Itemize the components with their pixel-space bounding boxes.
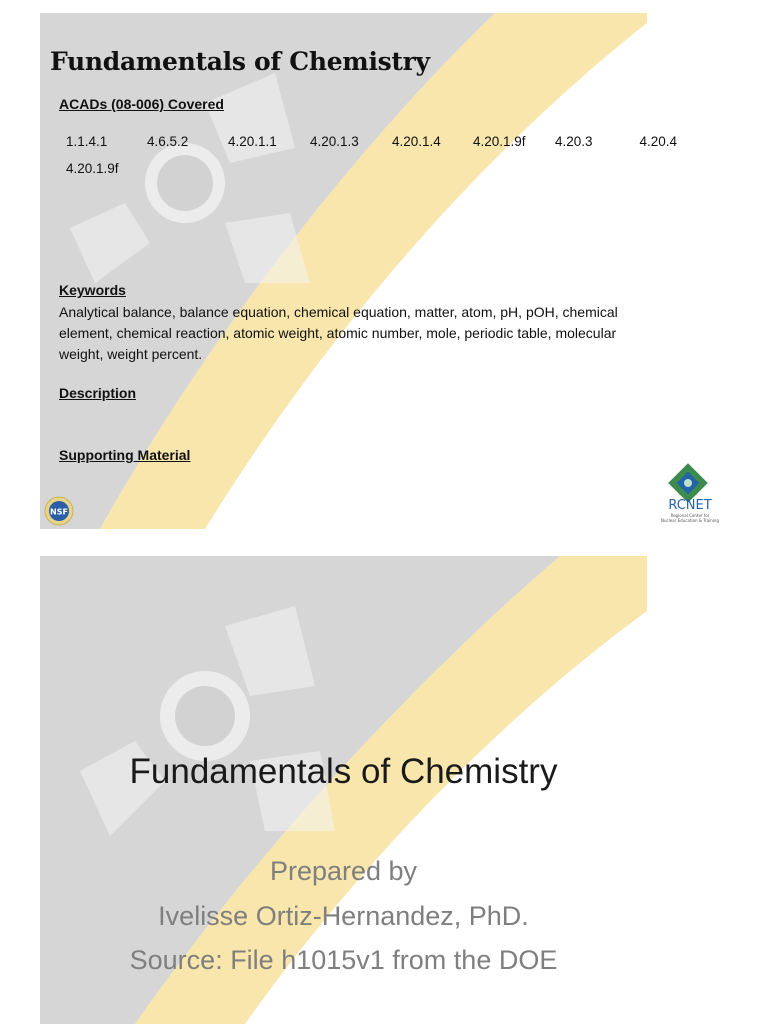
acads-heading: ACADs (08-006) Covered [59,96,224,112]
acad-code: 4.20.4 [639,134,677,149]
nsf-logo-icon [44,496,74,526]
prepared-by-text: Prepared by [269,856,418,886]
source-text: Source: File h1015v1 from the DOE [129,945,558,975]
slide-1 [40,13,720,529]
acad-code: 4.6.5.2 [147,134,189,149]
acad-code: 4.20.1.9f [66,161,119,176]
author-text: Ivelisse Ortiz-Hernandez, PhD. [158,901,529,931]
keywords-heading: Keywords [59,282,126,298]
acad-code: 4.20.1.9f [473,134,526,149]
description-heading: Description [59,385,137,401]
acad-code: 4.20.1.1 [228,134,277,149]
acad-code: 4.20.1.4 [392,134,441,149]
svg-text:Nuclear Education & Training: Nuclear Education & Training [660,518,720,523]
slide-2 [40,556,647,1024]
acad-code: 4.20.1.3 [310,134,359,149]
slide-title: Fundamentals of Chemistry [50,47,430,76]
svg-text:NSF: NSF [50,507,68,517]
acad-code: 4.20.3 [555,134,593,149]
svg-text:Regional Center for: Regional Center for [670,513,710,518]
acad-code: 1.1.4.1 [66,134,108,149]
supporting-material-heading: Supporting Material [59,447,191,463]
svg-text:RCNET: RCNET [668,498,712,513]
rcnet-logo [655,463,725,529]
keywords-text: Analytical balance, balance equation, chemical equation, matter, atom, pH, pOH, chemical element, chemical reaction, atomic weight, atomic number, mole, periodic table, molecular weight, weight percent. [59,304,618,362]
slide-title: Fundamentals of Chemistry [129,752,558,791]
